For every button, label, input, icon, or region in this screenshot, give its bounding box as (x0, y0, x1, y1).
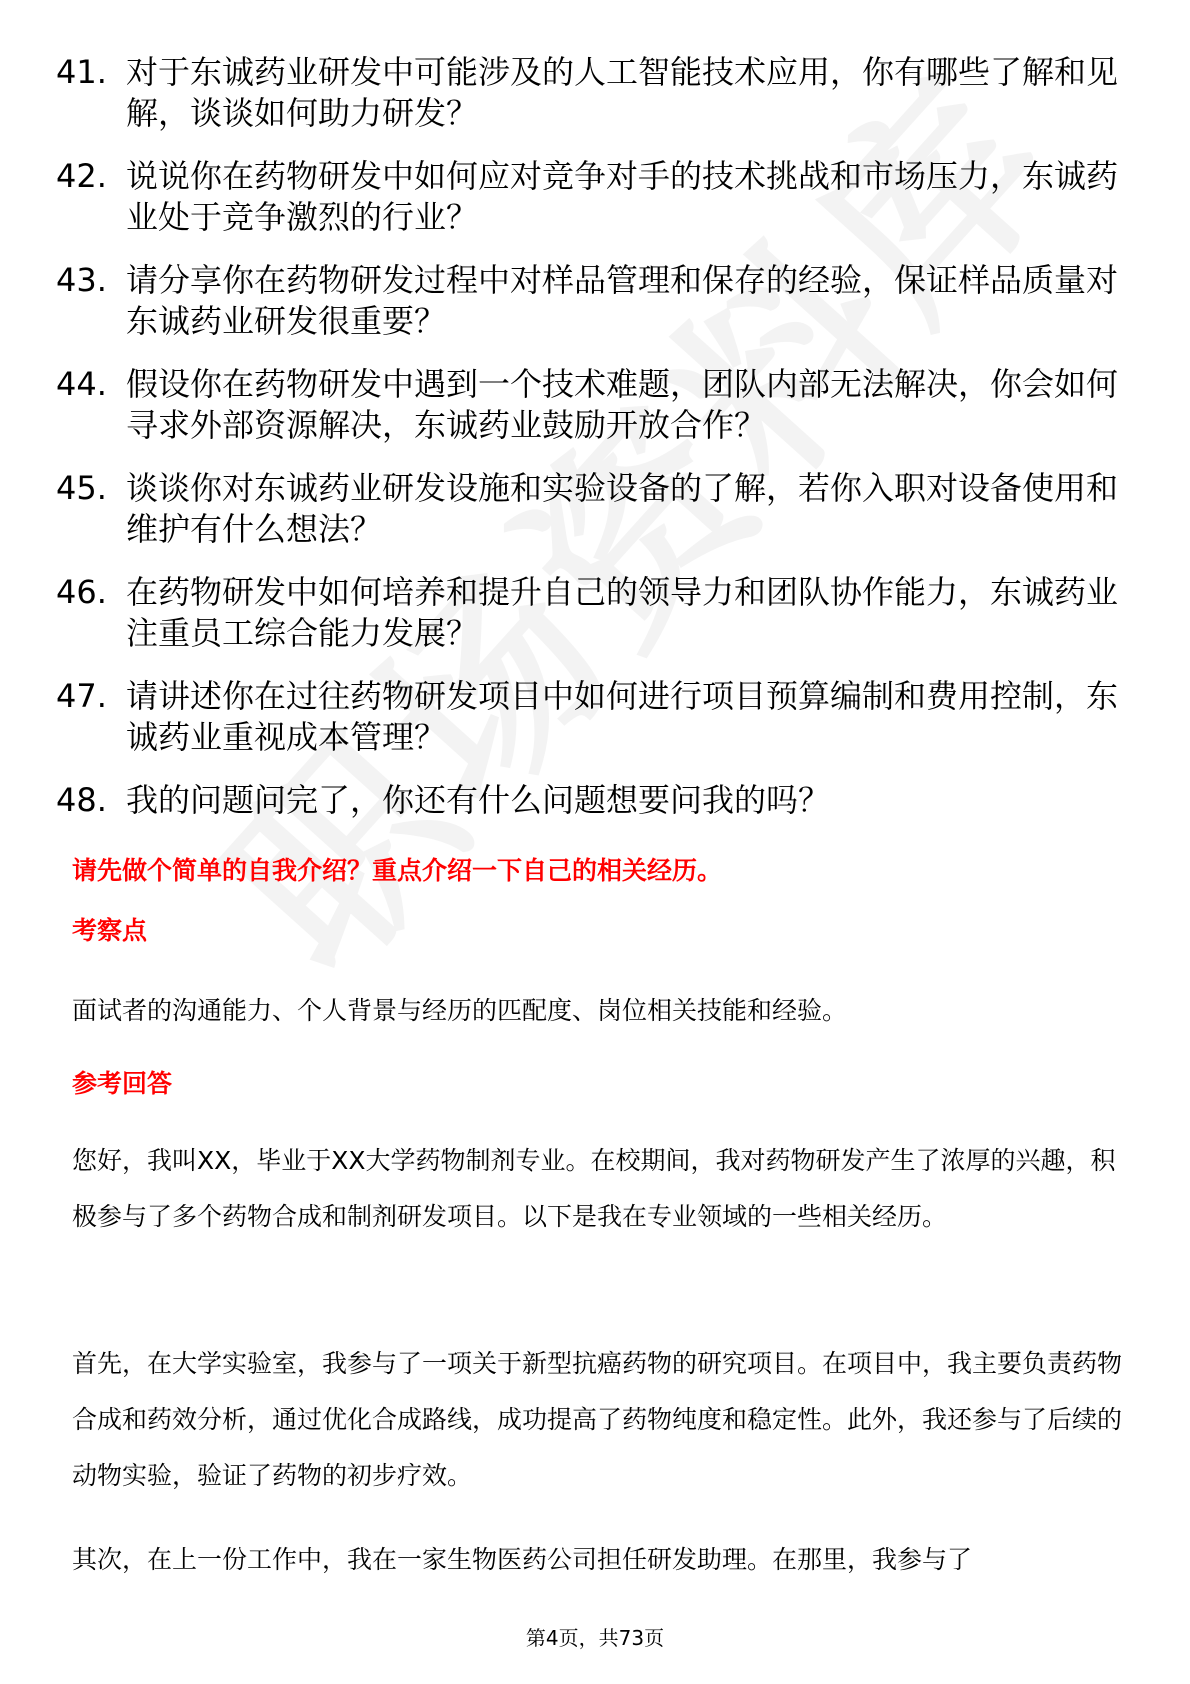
question-text: 谈谈你对东诚药业研发设施和实验设备的了解，若你入职对设备使用和维护有什么想法？ (126, 469, 1119, 548)
question-text: 假设你在药物研发中遇到一个技术难题，团队内部无法解决，你会如何寻求外部资源解决，东诚药业鼓励开放合作？ (126, 365, 1119, 444)
question-number: 43. (56, 261, 107, 299)
page-footer: 第4页，共73页 (525, 1626, 665, 1650)
question-text: 对于东诚药业研发中可能涉及的人工智能技术应用，你有哪些了解和见解，谈谈如何助力研发？ (126, 53, 1119, 132)
question-number: 46. (56, 573, 107, 611)
answer-paragraph: 您好，我叫XX，毕业于XX大学药物制剂专业。在校期间，我对药物研发产生了浓厚的兴趣，积极参与了多个药物合成和制剂研发项目。以下是我在专业领域的一些相关经历。 (72, 1146, 1116, 1231)
question-number: 45. (56, 469, 107, 507)
answer-paragraph: 其次，在上一份工作中，我在一家生物医药公司担任研发助理。在那里，我参与了 (72, 1545, 973, 1574)
question-item (56, 572, 1136, 654)
question-number: 44. (56, 365, 107, 403)
question-item (56, 260, 1136, 342)
question-item (56, 156, 1136, 238)
answer-label: 参考回答 (72, 1069, 173, 1098)
focus-text: 面试者的沟通能力、个人背景与经历的匹配度、岗位相关技能和经验。 (72, 996, 848, 1025)
question-number: 41. (56, 53, 107, 91)
question-text: 请讲述你在过往药物研发项目中如何进行项目预算编制和费用控制，东诚药业重视成本管理？ (126, 677, 1119, 756)
question-item (56, 780, 1136, 821)
question-list (56, 52, 1136, 843)
question-text: 说说你在药物研发中如何应对竞争对手的技术挑战和市场压力，东诚药业处于竞争激烈的行业？ (126, 157, 1119, 236)
question-item (56, 676, 1136, 758)
question-number: 48. (56, 781, 107, 819)
question-item (56, 52, 1136, 134)
section-title: 请先做个简单的自我介绍？重点介绍一下自己的相关经历。 (72, 856, 723, 885)
question-text: 我的问题问完了，你还有什么问题想要问我的吗？ (126, 781, 831, 819)
question-text: 在药物研发中如何培养和提升自己的领导力和团队协作能力，东诚药业注重员工综合能力发展？ (126, 573, 1119, 652)
question-item (56, 468, 1136, 550)
answer-paragraph: 首先，在大学实验室，我参与了一项关于新型抗癌药物的研究项目。在项目中，我主要负责药物合成和药效分析，通过优化合成路线，成功提高了药物纯度和稳定性。此外，我还参与了后续的动物实验，验证了药物的初步疗效。 (72, 1349, 1123, 1490)
question-number: 47. (56, 677, 107, 715)
question-number: 42. (56, 157, 107, 195)
focus-label: 考察点 (72, 916, 148, 945)
question-text: 请分享你在药物研发过程中对样品管理和保存的经验，保证样品质量对东诚药业研发很重要？ (126, 261, 1119, 340)
question-item (56, 364, 1136, 446)
